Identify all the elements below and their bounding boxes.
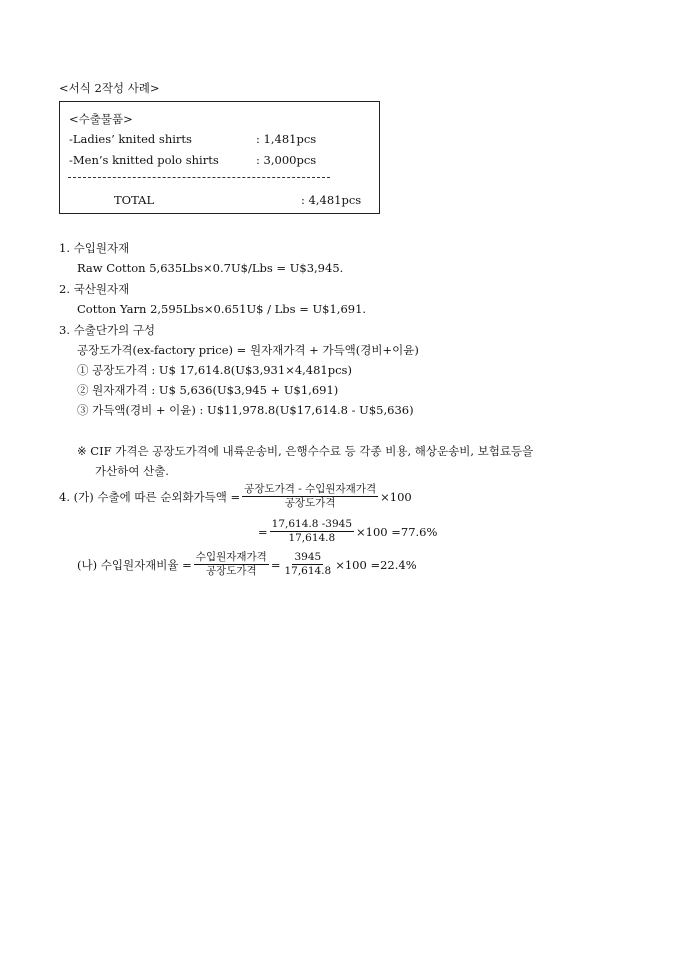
formula-b-eq: = <box>270 557 281 572</box>
formula-b2-numerator: 3945 <box>294 551 322 563</box>
formula-a-label: 4. (가) 수출에 따른 순외화가득액 = <box>59 489 241 504</box>
section2-line: Cotton Yarn 2,595Lbs×0.651U$ / Lbs = U$1,691. <box>77 302 367 316</box>
formula-a-fraction <box>242 483 378 510</box>
formula-a <box>59 483 412 510</box>
section2-title: 2. 국산원자재 <box>59 282 130 296</box>
formula-a2-tail: ×100 =77.6% <box>356 524 438 539</box>
section3-formula: 공장도가격(ex-factory price) = 원자재가격 + 가득액(경비+이윤) <box>77 343 419 357</box>
formula-a-denominator: 공장도가격 <box>284 497 336 509</box>
item1-qty: : 1,481pcs <box>256 132 317 146</box>
section3-item3: ③ 가득액(경비 + 이윤) : U$11,978.8(U$17,614.8 - U$5,636) <box>77 403 414 417</box>
section3-title: 3. 수출단가의 구성 <box>59 323 156 337</box>
formula-b2-fraction <box>282 551 333 578</box>
item2-qty: : 3,000pcs <box>256 153 317 167</box>
total-value: : 4,481pcs <box>301 193 362 207</box>
formula-a-tail: ×100 <box>380 489 412 504</box>
note-line1: ※ CIF 가격은 공장도가격에 내륙운송비, 은행수수료 등 각종 비용, 해상운송비, 보험료등을 <box>77 444 534 458</box>
section1-line: Raw Cotton 5,635Lbs×0.7U$/Lbs = U$3,945. <box>77 261 344 275</box>
form-heading: <서식 2작성 사례> <box>59 81 160 95</box>
total-label: TOTAL <box>114 193 155 207</box>
formula-b-denominator: 공장도가격 <box>205 565 257 577</box>
formula-b <box>77 551 417 578</box>
formula-a2-eq: = <box>258 524 268 539</box>
formula-b-fraction <box>194 551 269 578</box>
note-line2: 가산하여 산출. <box>95 464 169 478</box>
section3-item1: ① 공장도가격 : U$ 17,614.8(U$3,931×4,481pcs) <box>77 363 352 377</box>
section1-title: 1. 수입원자재 <box>59 241 130 255</box>
box-title: <수출물품> <box>69 112 133 126</box>
item1-name: -Ladies’ knited shirts <box>69 132 192 146</box>
item2-name: -Men’s knitted polo shirts <box>69 153 219 167</box>
divider <box>68 177 330 178</box>
formula-b2-denominator: 17,614.8 <box>284 565 332 577</box>
section3-item2: ② 원자재가격 : U$ 5,636(U$3,945 + U$1,691) <box>77 383 339 397</box>
formula-b-numerator: 수입원자재가격 <box>195 551 267 563</box>
formula-b2-tail: ×100 =22.4% <box>335 557 417 572</box>
formula-b-label: (나) 수입원자재비율 = <box>77 557 192 572</box>
formula-a2 <box>258 518 437 545</box>
formula-a-numerator: 공장도가격 - 수입원자재가격 <box>244 483 377 495</box>
formula-a2-denominator: 17,614.8 <box>288 532 336 544</box>
formula-a2-numerator: 17,614.8 -3945 <box>271 518 353 530</box>
formula-a2-fraction <box>270 518 354 545</box>
export-goods-box <box>59 101 380 214</box>
